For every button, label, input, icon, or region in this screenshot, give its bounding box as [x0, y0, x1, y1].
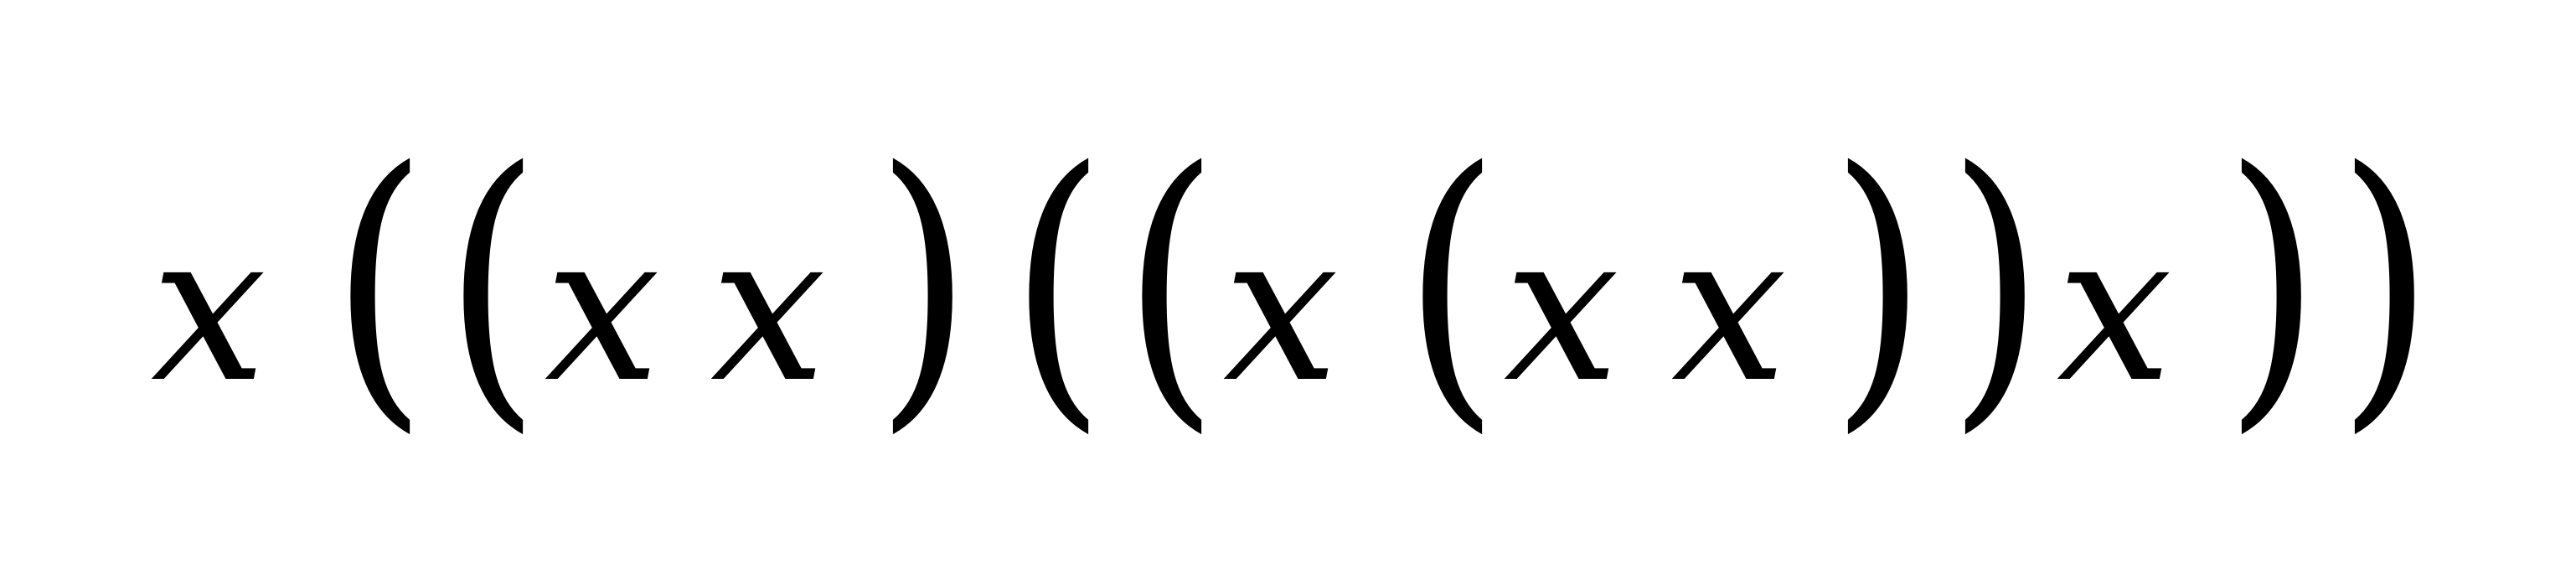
close-parenthesis: )	[1830, 107, 1928, 458]
open-parenthesis: (	[444, 107, 541, 458]
variable-x: x	[151, 189, 267, 427]
open-parenthesis: (	[1009, 107, 1107, 458]
close-parenthesis: )	[1948, 107, 2045, 458]
variable-x: x	[545, 189, 661, 427]
open-parenthesis: (	[331, 107, 428, 458]
variable-x: x	[1504, 189, 1620, 427]
variable-x: x	[1223, 189, 1340, 427]
close-parenthesis: )	[2224, 107, 2321, 458]
close-parenthesis: )	[875, 107, 973, 458]
variable-x: x	[710, 189, 827, 427]
open-parenthesis: (	[1403, 107, 1500, 458]
open-parenthesis: (	[1123, 107, 1220, 458]
variable-x: x	[1671, 189, 1788, 427]
close-parenthesis: )	[2337, 107, 2434, 458]
variable-x: x	[2057, 189, 2173, 427]
